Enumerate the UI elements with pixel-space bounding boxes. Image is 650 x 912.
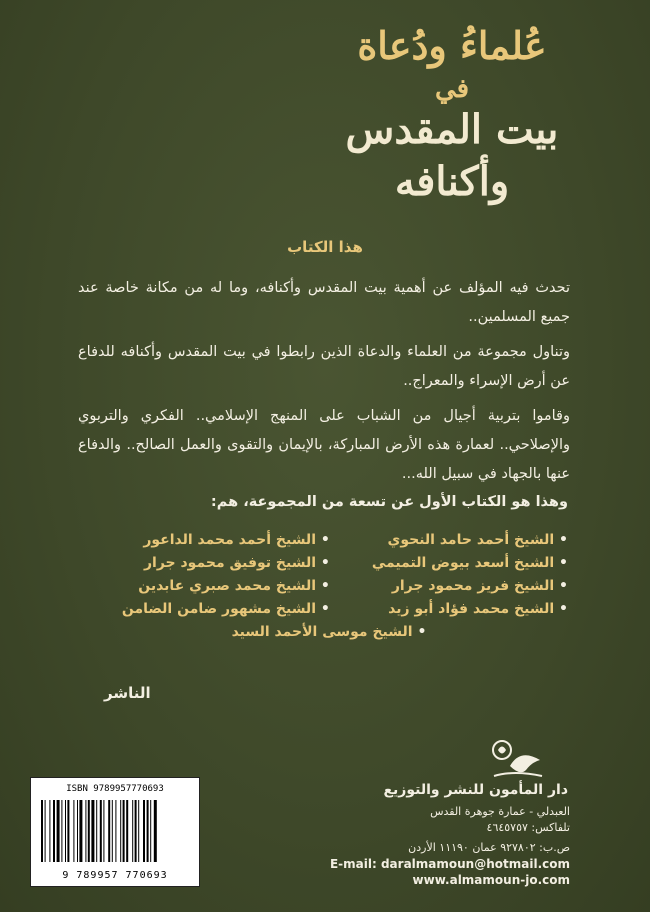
publisher-website: www.almamoun-jo.com [412,873,570,887]
barcode-icon [41,800,189,862]
scholar-list [110,532,568,647]
scholar-name: • الشيخ أسعد بيوض التميمي [348,555,568,578]
publisher-logo-icon [488,736,548,782]
isbn-barcode [30,777,200,887]
scholar-row [110,578,568,601]
scholar-name: • الشيخ فريز محمود جرار [348,578,568,601]
isbn-digits: 9 789957 770693 [62,870,168,881]
title-line-1: عُلماءُ ودُعاة [357,23,547,68]
blurb-paragraph-3: وقاموا بتربية أجيال من الشباب على المنهج الإسلامي.. الفكري والتربوي والإصلاحي.. لعمارة هذه الأرض المباركة، بالإيمان والتقوى والعمل الصالح.. والدفاع عنها بالجهاد في سبيل الله... [78,408,570,482]
publisher-signature: الناشر [104,684,151,702]
blurb-paragraph-2: وتناول مجموعة من العلماء والدعاة الذين رابطوا في بيت المقدس وأكنافه للدفاع عن أرض الإسراء والمعراج.. [78,344,570,389]
title-line-3: بيت المقدس وأكنافه [345,106,559,205]
scholar-name: • الشيخ أحمد حامد النحوي [348,532,568,555]
blurb-heading: هذا الكتاب [287,238,363,256]
title-line-2: في [434,74,470,104]
scholar-name: • الشيخ توفيق محمود جرار [110,555,330,578]
publisher-email: E-mail: daralmamoun@hotmail.com [329,857,570,871]
book-title [302,22,602,208]
publisher-name: دار المأمون للنشر والتوزيع [383,782,568,798]
blurb-body [78,274,570,495]
scholar-name: • الشيخ مشهور ضامن الضامن [110,601,330,624]
series-intro: وهذا هو الكتاب الأول عن تسعة من المجموعة، هم: [210,494,568,510]
scholar-row [110,555,568,578]
publisher-address [430,804,570,836]
blurb-paragraph-1: تحدث فيه المؤلف عن أهمية بيت المقدس وأكنافه، وما له من مكانة خاصة عند جميع المسلمين.. [78,280,570,325]
address-line: تلفاكس: ٤٦٤٥٧٥٧ [486,821,570,834]
scholar-row [110,601,568,624]
scholar-name: • الشيخ محمد فؤاد أبو زيد [348,601,568,624]
address-line: العبدلي - عمارة جوهرة القدس [430,805,570,818]
scholar-name: • الشيخ أحمد محمد الداعور [110,532,330,555]
address-line: ص.ب: ٩٢٧٨٠٢ عمان ١١١٩٠ الأردن [408,841,570,854]
scholar-name: • الشيخ محمد صبري عابدين [110,578,330,601]
publisher-contact [330,840,570,888]
scholar-row [110,532,568,555]
isbn-label: ISBN 9789957770693 [66,784,164,794]
scholar-name-last: • الشيخ موسى الأحمد السيد [110,624,548,647]
